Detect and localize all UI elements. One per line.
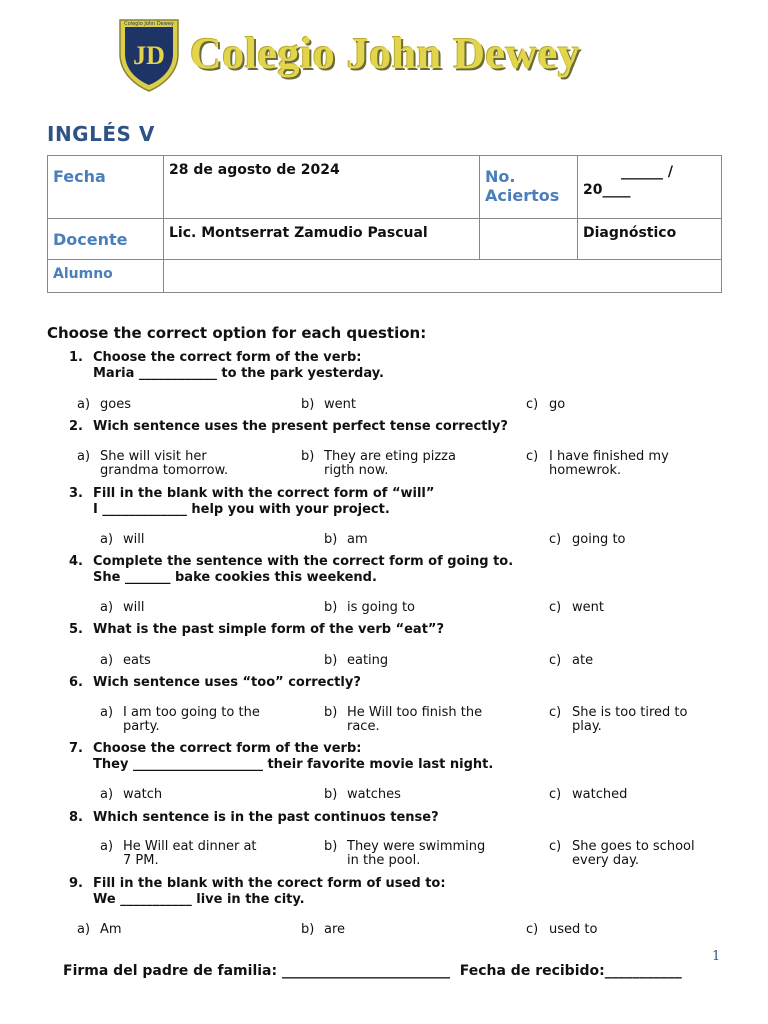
option-letter: a) [77,449,91,464]
aciertos-value-line1: ______ / [621,164,673,180]
option-letter: c) [526,397,539,412]
option-letter: c) [549,653,562,668]
option-letter: b) [324,839,338,854]
option-letter: c) [526,922,539,937]
question-text: What is the past simple form of the verb “eat”? [93,622,444,637]
question-number: 6. [69,675,83,690]
option-text: am [347,532,368,547]
option-text: is going to [347,600,416,615]
question-text: Complete the sentence with the correct form of going to. She _______ bake cookies this weekend. [93,554,514,585]
question-number: 4. [69,554,83,569]
alumno-label-cell [48,260,164,293]
option-letter: a) [100,532,114,547]
option-text: used to [549,922,598,937]
option-letter: b) [301,449,315,464]
option-letter: b) [324,532,338,547]
docente-label-cell [48,219,164,260]
option-text: They were swimming in the pool. [347,839,486,868]
option-text: watches [347,787,401,802]
option-letter: b) [301,922,315,937]
docente-value-cell [164,219,480,260]
option-text: goes [100,397,131,412]
fecha-value-cell [164,156,480,219]
school-header [116,14,656,96]
option-text: They are eting pizza rigth now. [324,449,456,478]
option-letter: a) [100,705,114,720]
option-text: watch [123,787,163,802]
option-text: She is too tired to play. [572,705,688,734]
option-text: go [549,397,566,412]
aciertos-label-line2: Aciertos [485,186,560,205]
option-letter: b) [301,397,315,412]
option-text: will [123,532,145,547]
aciertos-value-cell [578,156,722,219]
question-text: Choose the correct form of the verb: Maria ____________ to the park yesterday. [93,350,384,381]
docente-value: Lic. Montserrat Zamudio Pascual [169,225,428,241]
fecha-label: Fecha [53,167,106,186]
empty-cell [480,219,578,260]
option-text: I am too going to the party. [123,705,260,734]
question-number: 2. [69,419,83,434]
option-text: She goes to school every day. [572,839,695,868]
question-number: 3. [69,486,83,501]
option-letter: b) [324,705,338,720]
signature-footer [63,963,682,979]
tipo-value: Diagnóstico [583,225,677,241]
question-number: 5. [69,622,83,637]
alumno-value-field[interactable] [164,260,722,293]
option-letter: a) [100,653,114,668]
option-text: I have finished my homewrok. [549,449,669,478]
option-text: eating [347,653,389,668]
question-text: Fill in the blank with the corect form of used to: We ___________ live in the city. [93,876,446,907]
option-letter: a) [77,397,91,412]
option-text: watched [572,787,628,802]
option-letter: a) [100,787,114,802]
logo-initials: JD [133,41,165,70]
aciertos-value-line2: 20____ [583,182,631,198]
school-name: Colegio John Dewey [190,29,581,78]
docente-label: Docente [53,230,128,249]
received-date-line[interactable]: Fecha de recibido:___________ [459,963,682,979]
option-text: went [572,600,604,615]
option-letter: c) [549,787,562,802]
option-letter: a) [100,600,114,615]
question-text: Wich sentence uses “too” correctly? [93,675,361,690]
question-number: 8. [69,810,83,825]
option-text: going to [572,532,626,547]
option-text: She will visit her grandma tomorrow. [100,449,229,478]
aciertos-label-cell [480,156,578,219]
option-letter: a) [77,922,91,937]
question-number: 1. [69,350,83,365]
school-shield-logo [116,14,182,92]
page-number: 1 [712,949,721,964]
option-text: are [324,922,346,937]
option-text: He Will too finish the race. [347,705,483,734]
question-number: 7. [69,741,83,756]
question-text: Wich sentence uses the present perfect tense correctly? [93,419,508,434]
option-letter: a) [100,839,114,854]
logo-ring-text: Colegio John Dewey [124,21,174,27]
tipo-value-cell [578,219,722,260]
fecha-label-cell [48,156,164,219]
question-text: Which sentence is in the past continuos tense? [93,810,439,825]
aciertos-label-line1: No. [485,167,516,186]
question-text: Choose the correct form of the verb: They ____________________ their favorite movie last night. [93,741,494,772]
alumno-label: Alumno [53,266,113,282]
option-letter: c) [549,705,562,720]
option-text: ate [572,653,594,668]
option-text: eats [123,653,151,668]
option-letter: c) [526,449,539,464]
option-letter: c) [549,532,562,547]
option-letter: b) [324,600,338,615]
parent-signature-line[interactable]: Firma del padre de familia: ________________________ [63,963,450,979]
exam-info-table [47,155,722,293]
option-letter: b) [324,653,338,668]
question-number: 9. [69,876,83,891]
option-letter: b) [324,787,338,802]
instructions: Choose the correct option for each question: [47,324,427,342]
fecha-value: 28 de agosto de 2024 [169,162,340,178]
option-letter: c) [549,839,562,854]
question-text: Fill in the blank with the correct form of “will” I _____________ help you with your project. [93,486,435,517]
option-text: went [324,397,356,412]
option-letter: c) [549,600,562,615]
option-text: will [123,600,145,615]
option-text: Am [100,922,122,937]
subject-title: INGLÉS V [47,122,155,146]
option-text: He Will eat dinner at 7 PM. [123,839,257,868]
